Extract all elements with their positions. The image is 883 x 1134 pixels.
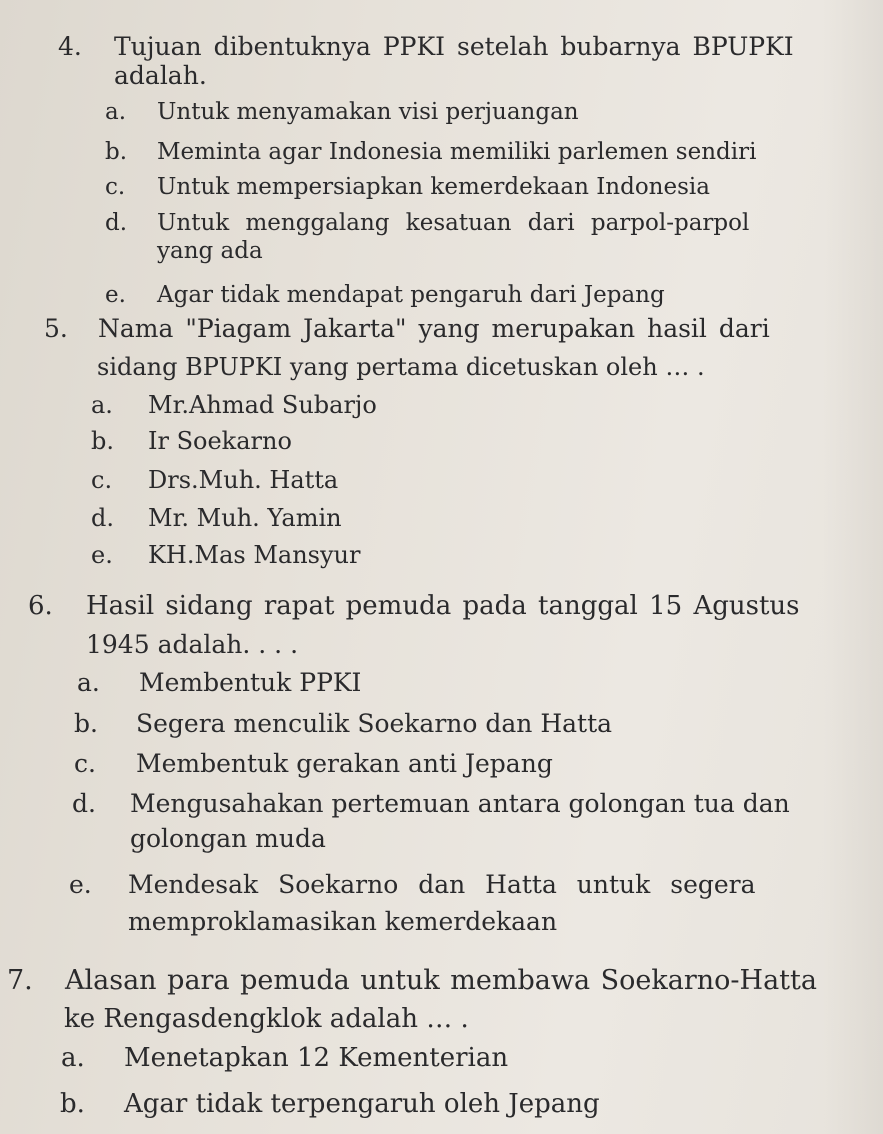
question-stem-line: Hasil sidang rapat pemuda pada tanggal 15 Agustus xyxy=(86,591,800,621)
question-number: 6. xyxy=(28,591,53,621)
option-text: Drs.Muh. Hatta xyxy=(148,466,339,494)
option-text: golongan muda xyxy=(130,824,326,853)
option-text: Mr.Ahmad Subarjo xyxy=(148,391,377,419)
option-text: Ir Soekarno xyxy=(148,427,292,455)
option-text: yang ada xyxy=(157,238,263,264)
question-stem-line: 1945 adalah. . . . xyxy=(86,630,299,659)
option-letter: a. xyxy=(105,99,127,125)
option-text: Agar tidak mendapat pengaruh dari Jepang xyxy=(157,282,665,308)
option-text: Mendesak Soekarno dan Hatta untuk segera xyxy=(128,870,756,899)
option-text: Membentuk gerakan anti Jepang xyxy=(136,749,553,778)
option-letter: c. xyxy=(91,466,113,494)
option-letter: e. xyxy=(69,870,92,899)
option-text: Menetapkan 12 Kementerian xyxy=(124,1043,509,1073)
option-letter: a. xyxy=(91,391,113,419)
option-letter: a. xyxy=(77,668,100,697)
question-stem-line: adalah. xyxy=(114,61,207,90)
option-text: memproklamasikan kemerdekaan xyxy=(128,907,558,936)
option-letter: d. xyxy=(91,504,114,532)
option-letter: d. xyxy=(105,210,128,236)
option-letter: b. xyxy=(60,1089,85,1119)
option-letter: e. xyxy=(105,282,126,308)
option-text: Meminta agar Indonesia memiliki parlemen sendiri xyxy=(157,139,757,165)
question-number: 7. xyxy=(7,965,33,996)
question-number: 5. xyxy=(44,314,68,343)
option-letter: c. xyxy=(74,749,96,778)
option-letter: b. xyxy=(91,427,114,455)
option-letter: d. xyxy=(72,789,96,818)
page-shadow xyxy=(823,0,883,1134)
option-text: Untuk mempersiapkan kemerdekaan Indonesia xyxy=(157,174,710,200)
option-letter: c. xyxy=(105,174,126,200)
option-letter: e. xyxy=(91,541,113,569)
option-letter: b. xyxy=(74,709,98,738)
question-stem-line: Alasan para pemuda untuk membawa Soekarno-Hatta xyxy=(65,965,817,996)
question-stem-line: Tujuan dibentuknya PPKI setelah bubarnya BPUPKI xyxy=(114,32,794,61)
option-letter: b. xyxy=(105,139,128,165)
question-stem-line: sidang BPUPKI yang pertama dicetuskan oleh … . xyxy=(97,353,705,381)
option-text: KH.Mas Mansyur xyxy=(148,541,361,569)
option-text: Untuk menyamakan visi perjuangan xyxy=(157,99,579,125)
question-stem-line: ke Rengasdengklok adalah … . xyxy=(64,1004,469,1034)
option-letter: a. xyxy=(61,1043,85,1073)
question-stem-line: Nama "Piagam Jakarta" yang merupakan hasil dari xyxy=(98,314,770,343)
option-text: Membentuk PPKI xyxy=(139,668,362,697)
question-number: 4. xyxy=(58,32,82,61)
option-text: Segera menculik Soekarno dan Hatta xyxy=(136,709,613,738)
option-text: Mengusahakan pertemuan antara golongan tua dan xyxy=(130,789,790,818)
option-text: Agar tidak terpengaruh oleh Jepang xyxy=(124,1089,600,1119)
option-text: Mr. Muh. Yamin xyxy=(148,504,342,532)
option-text: Untuk menggalang kesatuan dari parpol-parpol xyxy=(157,210,750,236)
